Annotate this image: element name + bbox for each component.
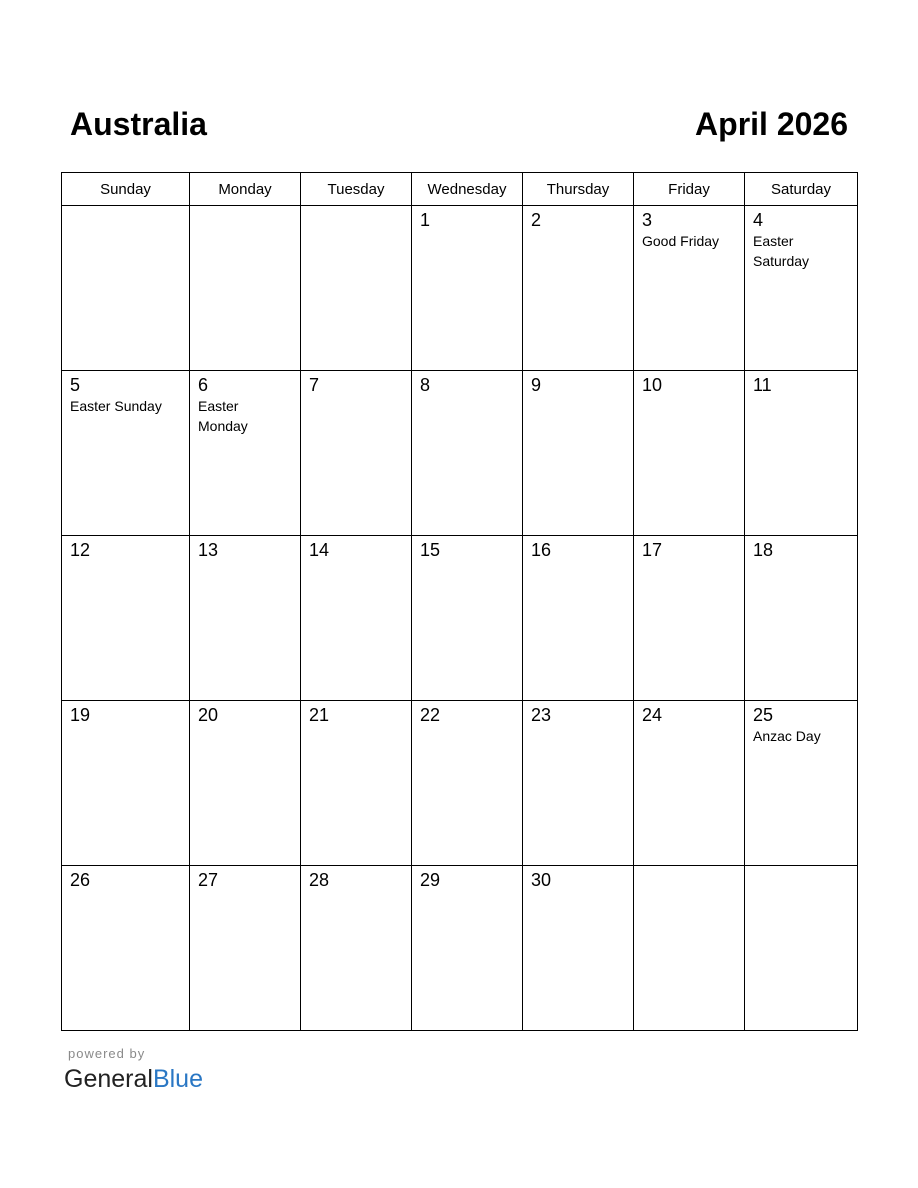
day-cell: [190, 536, 301, 701]
day-number: 20: [198, 705, 219, 725]
day-cell: [62, 206, 190, 371]
generalblue-logo[interactable]: [64, 1064, 203, 1094]
day-cell: [745, 206, 858, 371]
day-cell: [523, 866, 634, 1031]
holiday-label: Easter Sunday: [70, 398, 162, 414]
day-number: 17: [642, 540, 663, 560]
day-cell: [523, 701, 634, 866]
day-number: [634, 866, 744, 870]
day-number: [745, 866, 857, 870]
day-cell: [412, 206, 523, 371]
day-cell: [190, 206, 301, 371]
weekday-monday: Monday: [190, 173, 301, 206]
brand-name-part2: Blue: [152, 1065, 203, 1093]
day-number: 22: [420, 705, 441, 725]
day-number: 24: [642, 705, 663, 725]
day-cell: [412, 536, 523, 701]
day-number: [62, 206, 189, 210]
day-cell: [634, 701, 745, 866]
day-number: 26: [70, 870, 91, 890]
day-cell: [412, 371, 523, 536]
day-number: 18: [753, 540, 774, 560]
day-number: [301, 206, 411, 210]
day-number: 25: [753, 705, 774, 725]
brand-name-part1: General: [64, 1065, 153, 1093]
day-cell: [634, 206, 745, 371]
day-number: 28: [309, 870, 330, 890]
day-cell: [412, 701, 523, 866]
day-number: [190, 206, 300, 210]
holiday-label: Anzac Day: [753, 728, 821, 744]
day-cell: [745, 371, 858, 536]
day-cell: [745, 701, 858, 866]
day-cell: [634, 371, 745, 536]
footer-branding: [64, 1046, 203, 1094]
day-number: 29: [420, 870, 441, 890]
powered-by-text: powered by: [68, 1046, 146, 1061]
day-number: 5: [70, 375, 81, 395]
country-title: Australia: [70, 106, 207, 142]
day-number: 1: [420, 210, 431, 230]
holiday-label: Easter Saturday: [753, 233, 810, 269]
weekday-tuesday: Tuesday: [301, 173, 412, 206]
week-row: [62, 206, 858, 371]
day-number: 13: [198, 540, 219, 560]
day-number: 3: [642, 210, 653, 230]
day-cell: [412, 866, 523, 1031]
day-cell: [301, 206, 412, 371]
day-cell: [301, 371, 412, 536]
day-cell: [634, 866, 745, 1031]
day-cell: [523, 206, 634, 371]
day-cell: [523, 371, 634, 536]
weekday-thursday: Thursday: [523, 173, 634, 206]
day-number: 19: [70, 705, 91, 725]
day-number: 21: [309, 705, 330, 725]
week-row: [62, 701, 858, 866]
day-number: 15: [420, 540, 441, 560]
weekday-saturday: Saturday: [745, 173, 858, 206]
day-number: 11: [753, 375, 772, 395]
weekday-sunday: Sunday: [62, 173, 190, 206]
day-number: 7: [309, 375, 320, 395]
day-cell: [523, 536, 634, 701]
day-number: 4: [753, 210, 764, 230]
day-number: 10: [642, 375, 663, 395]
day-number: 27: [198, 870, 219, 890]
day-cell: [745, 536, 858, 701]
day-cell: [190, 866, 301, 1031]
week-row: [62, 866, 858, 1031]
day-number: 12: [70, 540, 91, 560]
day-number: 30: [531, 870, 552, 890]
holiday-label: Easter Monday: [198, 398, 248, 434]
calendar-grid: [61, 172, 858, 1031]
month-year-title: April 2026: [695, 106, 848, 142]
week-row: [62, 371, 858, 536]
day-cell: [62, 701, 190, 866]
day-number: 9: [531, 375, 542, 395]
day-number: 8: [420, 375, 431, 395]
day-number: 2: [531, 210, 542, 230]
day-cell: [62, 866, 190, 1031]
day-number: 23: [531, 705, 552, 725]
day-cell: [190, 371, 301, 536]
day-number: 16: [531, 540, 552, 560]
weekday-wednesday: Wednesday: [412, 173, 523, 206]
day-cell: [745, 866, 858, 1031]
day-cell: [634, 536, 745, 701]
day-cell: [62, 536, 190, 701]
weekday-header-row: [62, 173, 858, 206]
day-number: 6: [198, 375, 209, 395]
day-cell: [301, 866, 412, 1031]
weekday-friday: Friday: [634, 173, 745, 206]
holiday-label: Good Friday: [642, 233, 720, 249]
day-cell: [62, 371, 190, 536]
week-row: [62, 536, 858, 701]
day-number: 14: [309, 540, 330, 560]
day-cell: [190, 701, 301, 866]
day-cell: [301, 701, 412, 866]
day-cell: [301, 536, 412, 701]
